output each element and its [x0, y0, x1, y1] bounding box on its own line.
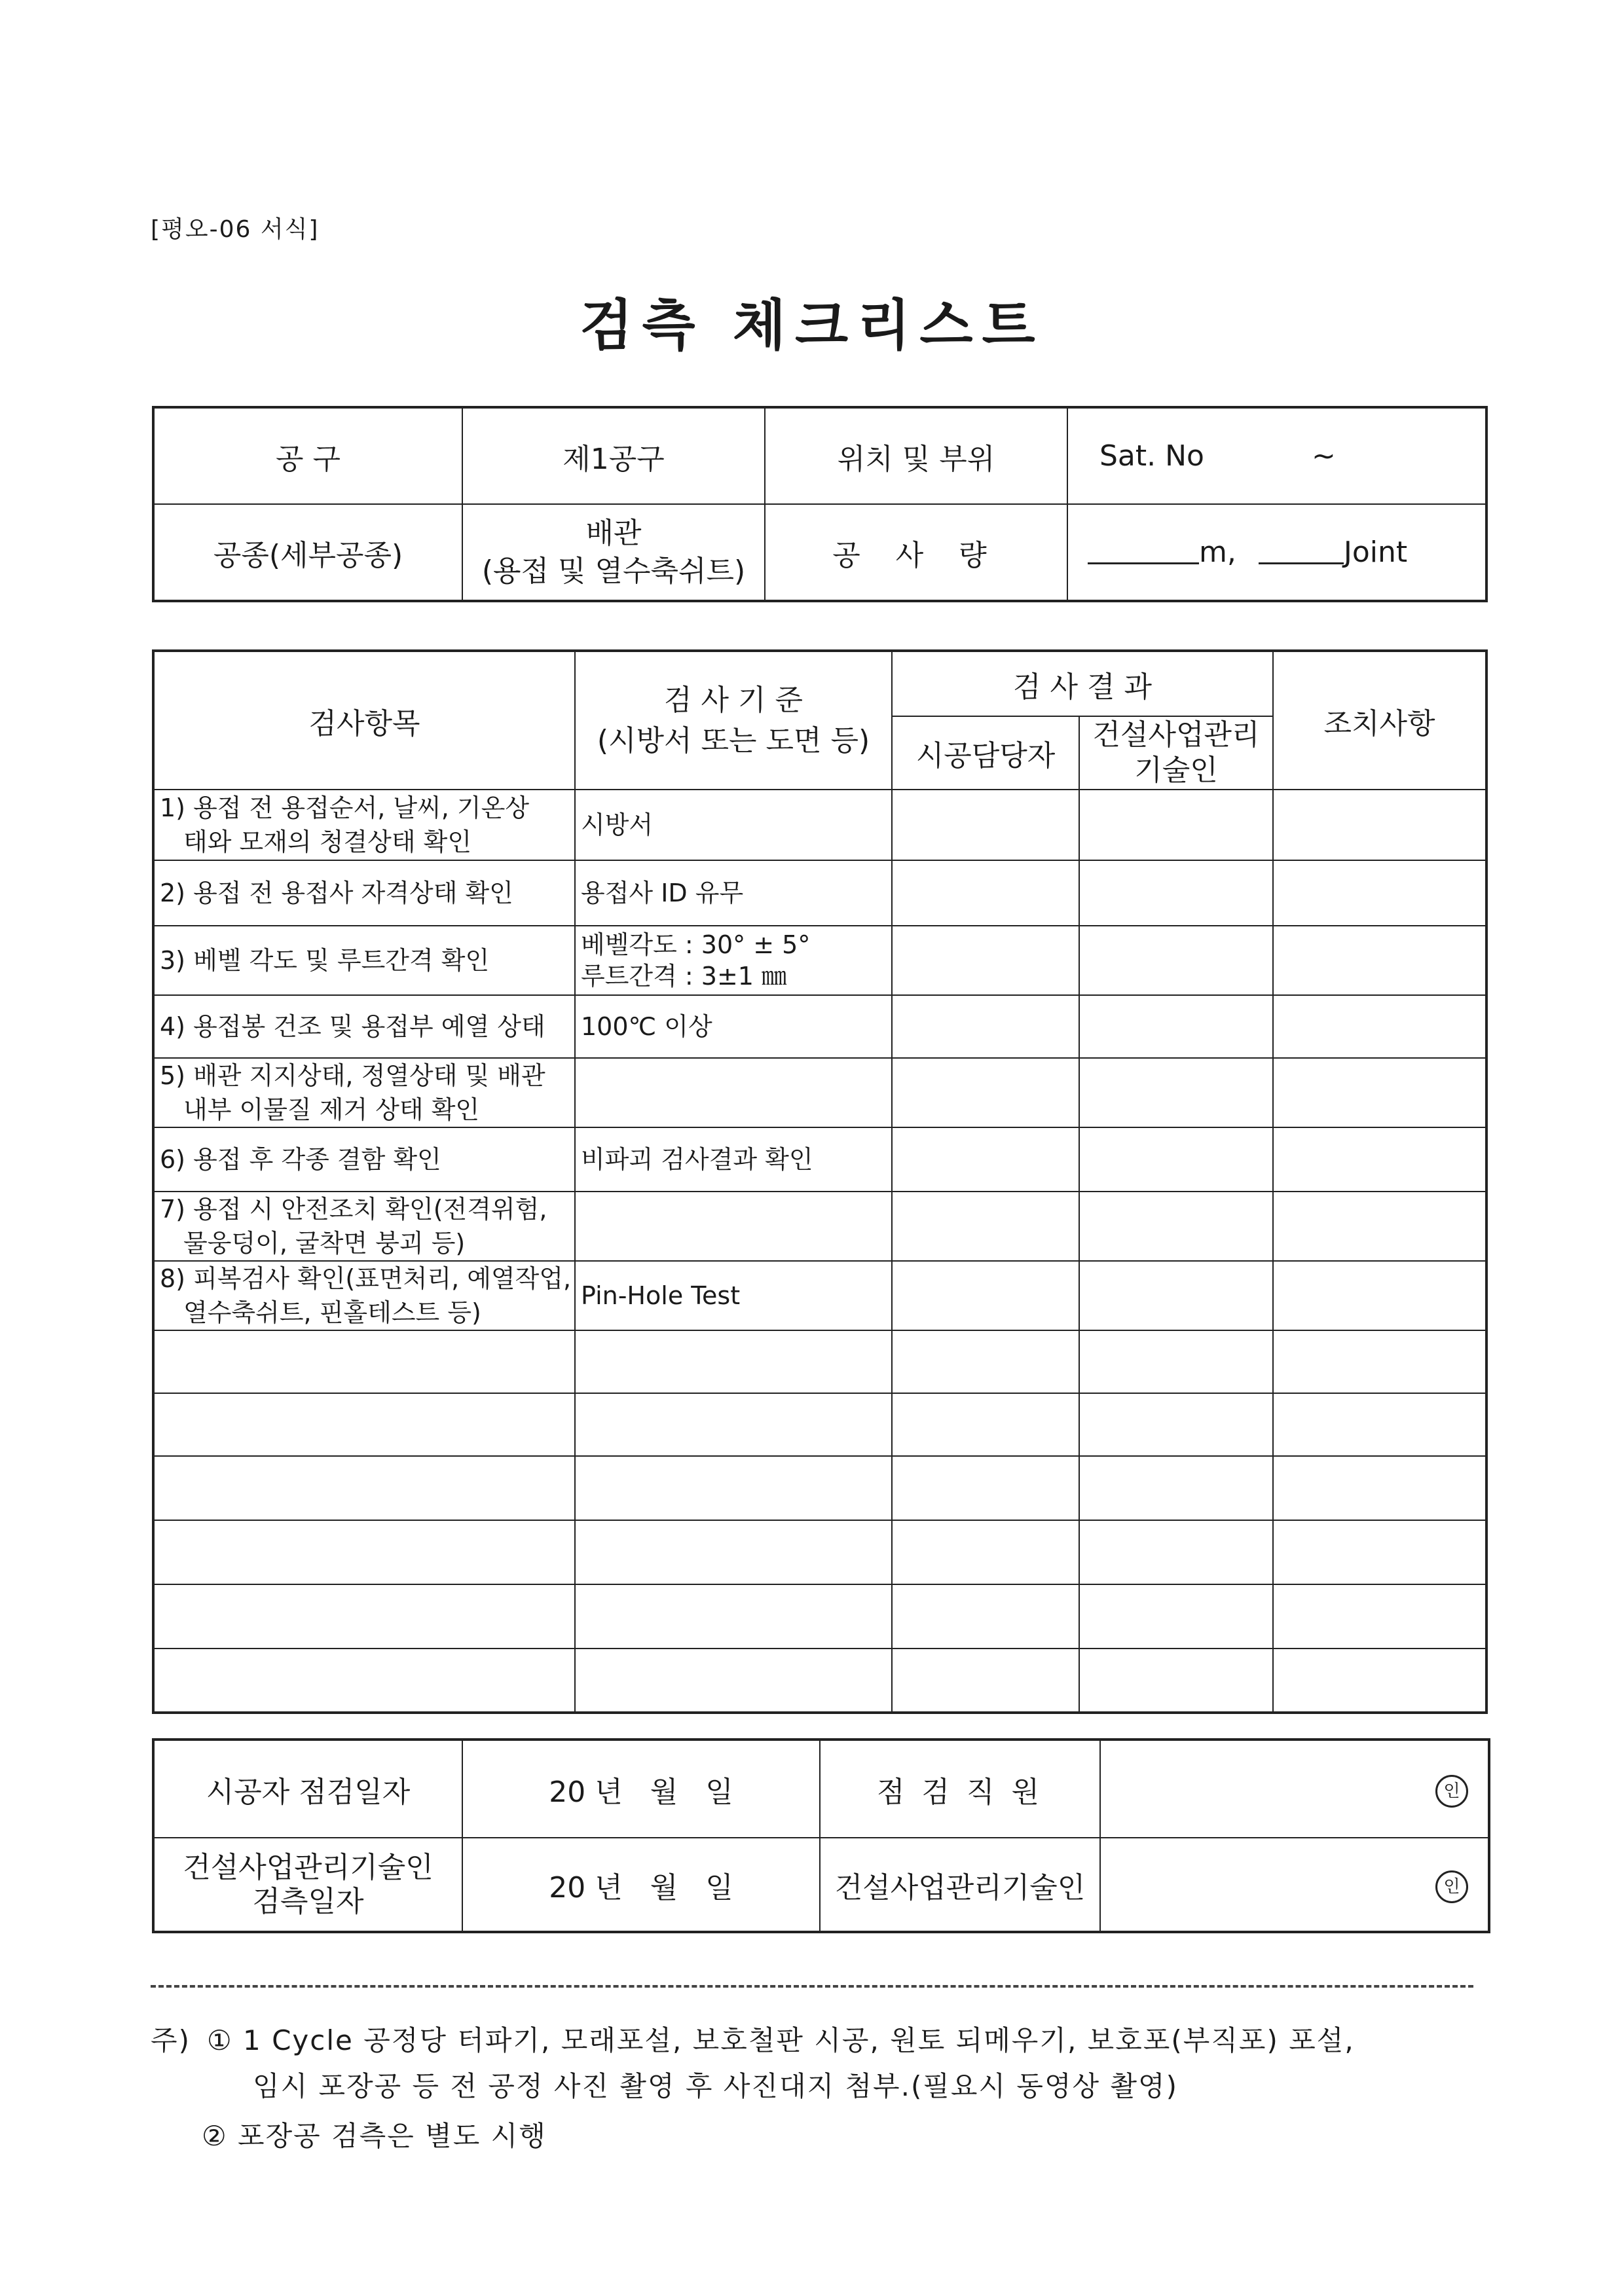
empty-cell[interactable]	[575, 1393, 892, 1456]
item-line1: 5) 배관 지지상태, 정열상태 및 배관	[160, 1061, 545, 1090]
item-line1: 4) 용접봉 건조 및 용접부 예열 상태	[160, 1012, 545, 1041]
header-engineer-line2: 기술인	[1134, 754, 1218, 787]
contractor-date-label: 시공자 점검일자	[153, 1740, 462, 1838]
contractor-date-value[interactable]: 20 년 월 일	[462, 1740, 820, 1838]
empty-cell[interactable]	[1273, 1393, 1486, 1456]
action-cell[interactable]	[1273, 790, 1486, 860]
criteria-line1: 비파괴 검사결과 확인	[581, 1145, 813, 1174]
empty-cell[interactable]	[1079, 1456, 1273, 1520]
empty-cell[interactable]	[892, 1520, 1079, 1584]
work-type-value-line1: 배관	[585, 516, 642, 550]
action-cell[interactable]	[1273, 860, 1486, 926]
inspector-sign-cell[interactable]	[1100, 1740, 1489, 1838]
header-item: 검사항목	[153, 651, 575, 790]
engineer-check-cell[interactable]	[1079, 790, 1273, 860]
item-line2: 물웅덩이, 굴착면 붕괴 등)	[183, 1229, 466, 1258]
item-cell	[153, 1192, 575, 1261]
empty-cell[interactable]	[892, 1649, 1079, 1713]
table-row	[153, 790, 1486, 860]
item-cell	[153, 1261, 575, 1330]
criteria-line1: 시방서	[581, 811, 654, 839]
criteria-cell	[575, 926, 892, 995]
empty-cell[interactable]	[153, 1649, 575, 1713]
item-cell	[153, 995, 575, 1058]
empty-cell[interactable]	[575, 1584, 892, 1649]
item-line2: 태와 모재의 청결상태 확인	[183, 828, 472, 856]
document-title: 검측 체크리스트	[580, 293, 1044, 357]
quantity-blank-m[interactable]	[1088, 539, 1199, 564]
item-line1: 2) 용접 전 용접사 자격상태 확인	[160, 879, 513, 907]
criteria-line2: 루트간격 : 3±1 ㎜	[581, 962, 787, 991]
criteria-line1: 용접사 ID 유무	[581, 879, 744, 907]
quantity-label: 공 사 량	[765, 504, 1067, 601]
action-cell[interactable]	[1273, 926, 1486, 995]
empty-row	[153, 1330, 1486, 1393]
criteria-cell	[575, 860, 892, 926]
empty-cell[interactable]	[1273, 1520, 1486, 1584]
engineer-check-cell[interactable]	[1079, 1127, 1273, 1192]
item-line1: 7) 용접 시 안전조치 확인(전격위험,	[160, 1195, 547, 1224]
contractor-check-cell[interactable]	[892, 1261, 1079, 1330]
table-row	[153, 926, 1486, 995]
criteria-cell	[575, 1192, 892, 1261]
empty-cell[interactable]	[1079, 1584, 1273, 1649]
engineer-label: 건설사업관리기술인	[820, 1838, 1100, 1932]
item-line1: 8) 피복검사 확인(표면처리, 예열작업,	[160, 1264, 572, 1293]
signoff-table	[152, 1738, 1490, 1933]
header-contractor: 시공담당자	[892, 716, 1079, 790]
empty-cell[interactable]	[1079, 1649, 1273, 1713]
location-label: 위치 및 부위	[765, 407, 1067, 504]
item-line1: 3) 베벨 각도 및 루트간격 확인	[160, 946, 490, 975]
criteria-cell	[575, 790, 892, 860]
empty-cell[interactable]	[1079, 1520, 1273, 1584]
item-cell	[153, 860, 575, 926]
contractor-check-cell[interactable]	[892, 1058, 1079, 1127]
engineer-date-value[interactable]: 20 년 월 일	[462, 1838, 820, 1932]
work-type-value	[462, 504, 765, 601]
empty-cell[interactable]	[892, 1456, 1079, 1520]
table-row	[153, 1261, 1486, 1330]
criteria-line1: 100℃ 이상	[581, 1012, 712, 1041]
criteria-line1: Pin-Hole Test	[581, 1281, 741, 1310]
note-1-line2: 임시 포장공 등 전 공정 사진 촬영 후 사진대지 첨부.(필요시 동영상 촬영)	[253, 2070, 1178, 2102]
location-cell	[1067, 407, 1486, 504]
header-engineer	[1079, 716, 1273, 790]
item-line1: 1) 용접 전 용접순서, 날씨, 기온상	[160, 793, 530, 822]
contractor-check-cell[interactable]	[892, 926, 1079, 995]
contractor-check-cell[interactable]	[892, 995, 1079, 1058]
contractor-check-cell[interactable]	[892, 860, 1079, 926]
action-cell[interactable]	[1273, 995, 1486, 1058]
empty-row	[153, 1520, 1486, 1584]
work-type-value-line2: (용접 및 열수축쉬트)	[481, 554, 746, 588]
engineer-check-cell[interactable]	[1079, 1058, 1273, 1127]
header-criteria	[575, 651, 892, 790]
table-row	[153, 1127, 1486, 1192]
header-engineer-line1: 건설사업관리	[1092, 718, 1260, 752]
work-area-value: 제1공구	[462, 407, 765, 504]
header-action: 조치사항	[1273, 651, 1486, 790]
engineer-check-cell[interactable]	[1079, 1261, 1273, 1330]
item-line2: 내부 이물질 제거 상태 확인	[183, 1095, 480, 1124]
empty-cell[interactable]	[575, 1649, 892, 1713]
empty-cell[interactable]	[153, 1584, 575, 1649]
empty-cell[interactable]	[153, 1520, 575, 1584]
empty-row	[153, 1649, 1486, 1713]
info-table	[152, 406, 1488, 602]
seal-icon: 인	[1435, 1870, 1468, 1903]
note-1-line1: ① 1 Cycle 공정당 터파기, 모래포설, 보호철판 시공, 원토 되메우기, 보호포(부직포) 포설,	[207, 2024, 1355, 2056]
item-line1: 6) 용접 후 각종 결함 확인	[160, 1145, 441, 1174]
contractor-check-cell[interactable]	[892, 1127, 1079, 1192]
quantity-blank-joint[interactable]	[1259, 539, 1344, 564]
note-2: ② 포장공 검측은 별도 시행	[202, 2120, 547, 2152]
location-tilde: ~	[1311, 439, 1336, 473]
criteria-cell	[575, 1058, 892, 1127]
form-code: [평오-06 서식]	[151, 216, 320, 243]
table-row	[153, 995, 1486, 1058]
dashed-divider	[151, 1985, 1473, 1988]
engineer-date-label-line2: 검측일자	[252, 1884, 364, 1918]
empty-cell[interactable]	[575, 1330, 892, 1393]
empty-cell[interactable]	[892, 1393, 1079, 1456]
action-cell[interactable]	[1273, 1127, 1486, 1192]
empty-row	[153, 1393, 1486, 1456]
criteria-cell	[575, 1261, 892, 1330]
empty-row	[153, 1584, 1486, 1649]
checklist-table	[152, 649, 1488, 1714]
quantity-cell	[1067, 504, 1486, 601]
empty-cell[interactable]	[575, 1520, 892, 1584]
location-value: Sat. No	[1099, 439, 1204, 473]
engineer-sign-cell[interactable]	[1100, 1838, 1489, 1932]
empty-cell[interactable]	[1273, 1649, 1486, 1713]
engineer-check-cell[interactable]	[1079, 995, 1273, 1058]
criteria-cell	[575, 995, 892, 1058]
empty-cell[interactable]	[1079, 1330, 1273, 1393]
empty-cell[interactable]	[1079, 1393, 1273, 1456]
engineer-date-label-line1: 건설사업관리기술인	[183, 1850, 434, 1884]
contractor-check-cell[interactable]	[892, 1192, 1079, 1261]
header-criteria-line1: 검 사 기 준	[664, 683, 803, 717]
header-criteria-line2: (시방서 또는 도면 등)	[597, 723, 870, 757]
table-row	[153, 860, 1486, 926]
inspector-label: 점 검 직 원	[820, 1740, 1100, 1838]
empty-cell[interactable]	[892, 1330, 1079, 1393]
criteria-cell	[575, 1127, 892, 1192]
quantity-unit-m: m,	[1199, 536, 1236, 569]
work-area-label: 공 구	[153, 407, 462, 504]
action-cell[interactable]	[1273, 1192, 1486, 1261]
header-result: 검 사 결 과	[892, 651, 1273, 716]
engineer-check-cell[interactable]	[1079, 860, 1273, 926]
work-type-label: 공종(세부공종)	[153, 504, 462, 601]
table-row	[153, 1058, 1486, 1127]
contractor-check-cell[interactable]	[892, 790, 1079, 860]
engineer-check-cell[interactable]	[1079, 1192, 1273, 1261]
empty-cell[interactable]	[1273, 1330, 1486, 1393]
item-cell	[153, 1127, 575, 1192]
seal-icon: 인	[1435, 1775, 1468, 1808]
empty-row	[153, 1456, 1486, 1520]
engineer-date-label	[153, 1838, 462, 1932]
empty-cell[interactable]	[575, 1456, 892, 1520]
item-line2: 열수축쉬트, 핀홀테스트 등)	[183, 1298, 481, 1327]
criteria-line1: 베벨각도 : 30° ± 5°	[581, 930, 811, 959]
empty-cell[interactable]	[1273, 1456, 1486, 1520]
empty-cell[interactable]	[153, 1456, 575, 1520]
action-cell[interactable]	[1273, 1261, 1486, 1330]
item-cell	[153, 926, 575, 995]
empty-cell[interactable]	[153, 1393, 575, 1456]
quantity-unit-joint: Joint	[1343, 536, 1408, 569]
action-cell[interactable]	[1273, 1058, 1486, 1127]
engineer-check-cell[interactable]	[1079, 926, 1273, 995]
item-cell	[153, 1058, 575, 1127]
empty-cell[interactable]	[1273, 1584, 1486, 1649]
notes-prefix: 주)	[151, 2024, 191, 2056]
empty-cell[interactable]	[153, 1330, 575, 1393]
empty-cell[interactable]	[892, 1584, 1079, 1649]
item-cell	[153, 790, 575, 860]
table-row	[153, 1192, 1486, 1261]
